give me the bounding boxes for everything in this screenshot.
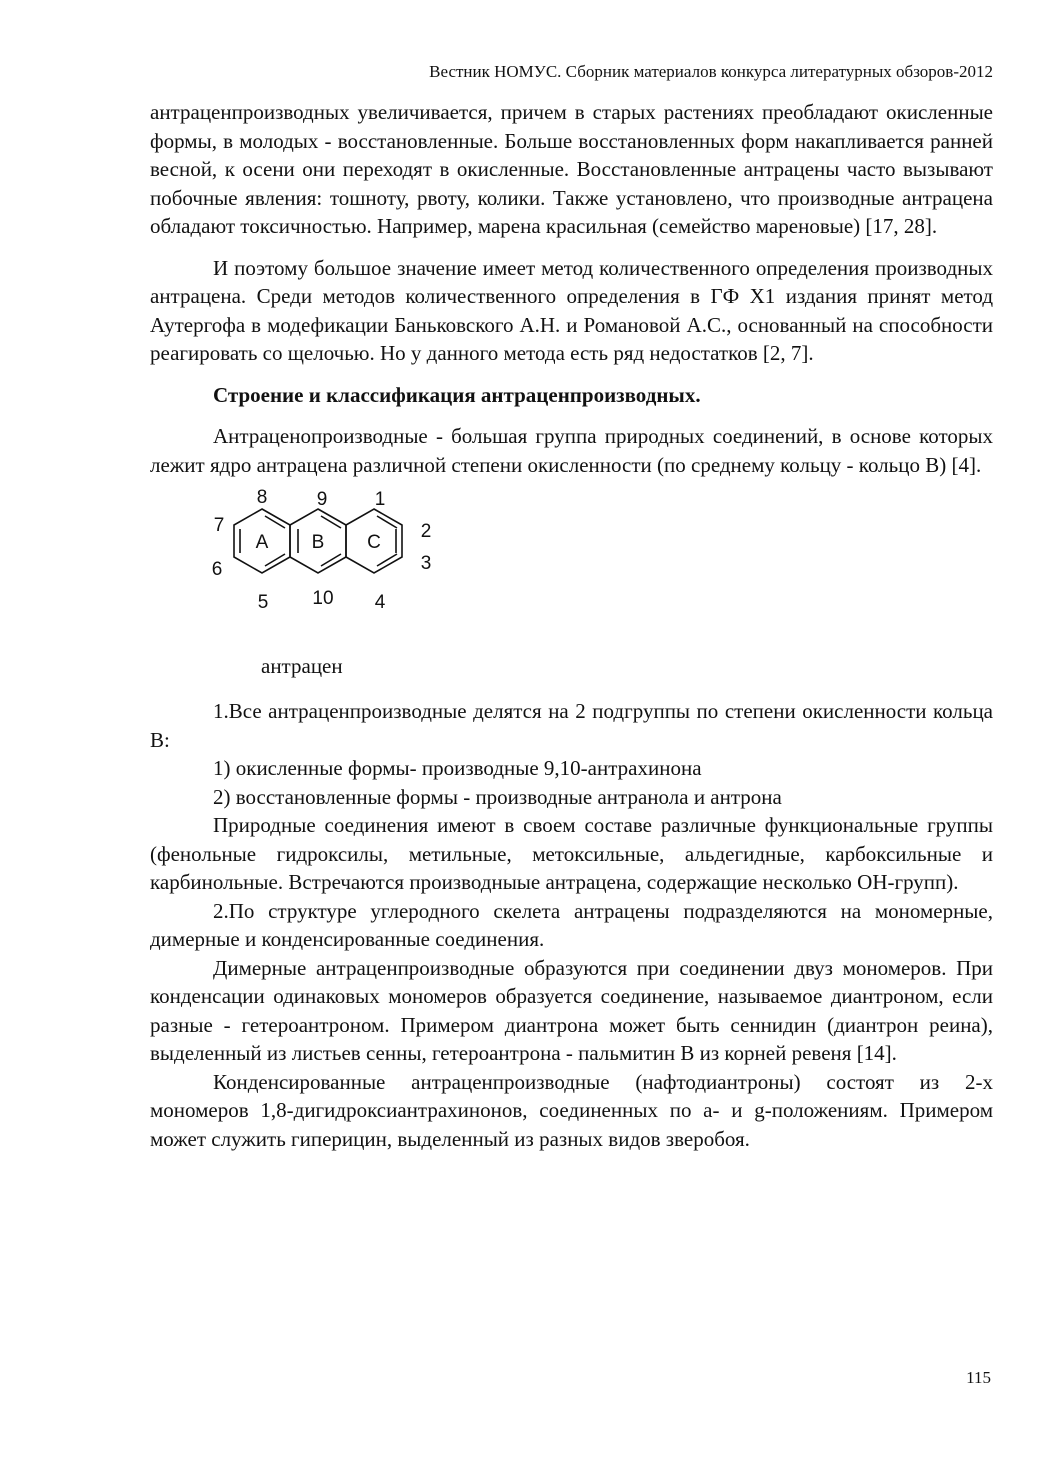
body-text: [150, 98, 993, 1153]
position-label-4: 4: [374, 592, 386, 613]
position-label-7: 7: [213, 515, 225, 536]
paragraph-carbon-skeleton: 2.По структуре углеродного скелета антрацены подразделяются на мономерные, димерные и конденсированные соединения.: [150, 898, 993, 951]
double-bond: [265, 516, 285, 528]
page-number: 115: [966, 1368, 991, 1387]
position-label-8: 8: [256, 487, 268, 508]
paragraph-toxicity: антраценпроизводных увеличивается, причем в старых растениях преобладают окисленные формы, в молодых - восстановленные. Больше восстановленных форм накапливается ранней весной, к осени они переходят в окисленные. Восстановленные антрацены часто вызывают побочные явления: тошноту, рвоту, колики. Также установлено, что производные антрацена обладают токсичностью. Например, марена красильная (семейство мареновые) [17, 28].: [150, 100, 993, 238]
anthracene-structure-diagram: [200, 487, 460, 617]
paragraph-dimeric: Димерные антраценпроизводные образуются при соединении двуз мономеров. При конденсации одинаковых мономеров образуется соединение, называемое диантроном, если разные - гетероантроном. Примером диантрона может быть сеннидин (диантрон реина), выделенный из листьев сенны, гетероантрона - пальмитин В из корней ревеня [14].: [150, 955, 993, 1065]
position-label-5: 5: [257, 592, 269, 613]
position-label-6: 6: [211, 559, 223, 580]
paragraph-quantitative-method: И поэтому большое значение имеет метод количественного определения производных антрацена. Среди методов количественного определения в ГФ Х1 издания принят метод Аутергофа в модефикации Баньковского А.Н. и Романовой А.С., основанный на способности реагировать со щелочью. Но у данного метода есть ряд недостатков [2, 7].: [150, 255, 993, 365]
position-label-2: 2: [420, 521, 432, 542]
ring-label-b: B: [311, 532, 325, 553]
running-header: Вестник НОМУС. Сборник материалов конкурса литературных обзоров-2012: [429, 62, 993, 81]
double-bond: [377, 516, 397, 528]
paragraph-definition: Антраценопроизводные - большая группа природных соединений, в основе которых лежит ядро антрацена различной степени окисленности (по среднему кольцу - кольцо В) [4].: [150, 424, 993, 477]
paragraph-condensed: Конденсированные антраценпроизводные (нафтодиантроны) состоят из 2-х мономеров 1,8-дигидроксиантрахинонов, соединенных по a- и g-положениям. Примером может служить гиперицин, выделенный из разных видов зверобоя.: [150, 1069, 993, 1151]
paragraph-functional-groups: Природные соединения имеют в своем составе различные функциональные группы (фенольные гидроксилы, метильные, метоксильные, альдегидные, карбоксильные и карбинольные. Встречаются производныые антрацена, содержащие несколько ОН-групп).: [150, 813, 993, 894]
list-item-oxidized-forms: 1) окисленные формы- производные 9,10-антрахинона: [213, 756, 702, 780]
position-label-10: 10: [312, 588, 334, 609]
double-bond: [321, 516, 341, 528]
double-bond: [377, 554, 397, 566]
ring-label-c: C: [367, 532, 381, 553]
paragraph-classification: 1.Все антраценпроизводные делятся на 2 подгруппы по степени окисленности кольца В:: [150, 699, 993, 752]
ring-label-a: A: [255, 532, 269, 553]
anthracene-figure: [150, 479, 993, 697]
position-label-9: 9: [316, 489, 328, 510]
double-bond: [321, 554, 341, 566]
section-heading: Строение и классификация антраценпроизводных.: [213, 382, 701, 407]
double-bond: [265, 554, 285, 566]
figure-caption: антрацен: [261, 654, 343, 678]
position-label-3: 3: [420, 553, 432, 574]
position-label-1: 1: [374, 489, 386, 510]
list-item-reduced-forms: 2) восстановленные формы - производные антранола и антрона: [213, 784, 782, 809]
